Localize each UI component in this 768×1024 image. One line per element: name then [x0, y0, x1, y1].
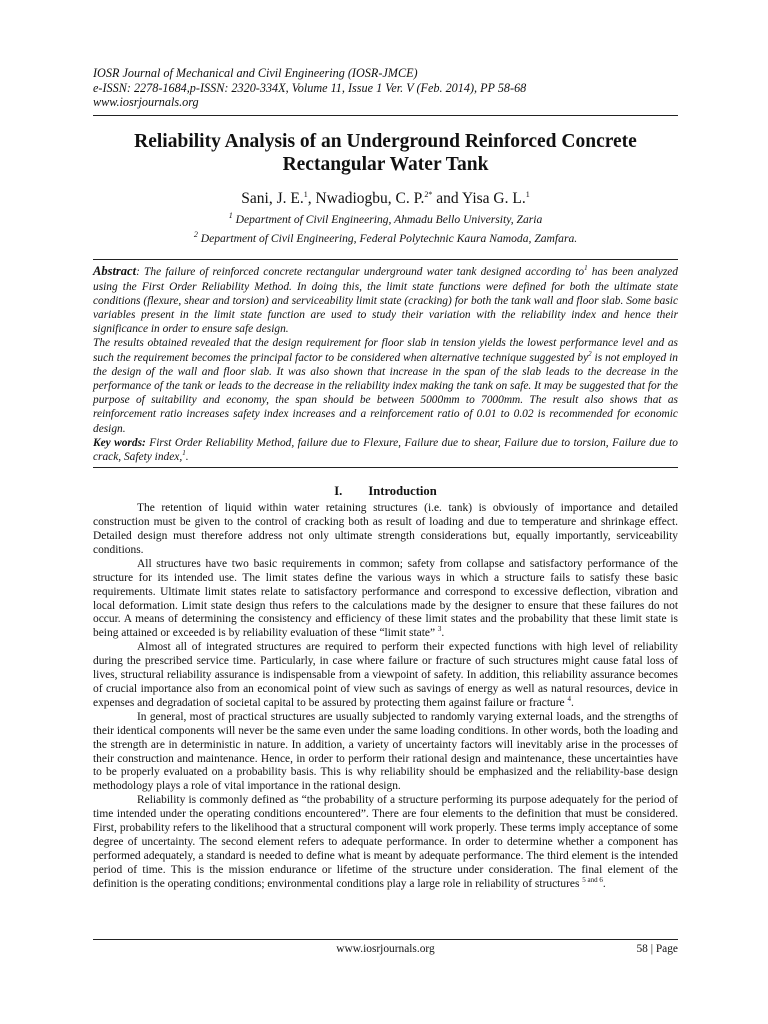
paper-title-line-2: Rectangular Water Tank: [282, 153, 489, 175]
abstract-text-1b: has been analyzed using the First Order Reliability Method. In doing this, the limit state functions were defined for both the ultimate state conditions (flexure, shear and torsion) and serviceability limit state (cracking) for both the tank wall and floor slab. Some basic variables present in the limit state function are used to study their variation with the reliability index and hence their significance in order to ensure safe design.: [93, 266, 678, 336]
abstract-ref-2: 2: [588, 349, 592, 358]
body-paragraph-3-ref: 4: [567, 695, 571, 704]
journal-issn: e-ISSN: 2278-1684,p-ISSN: 2320-334X, Volume 11, Issue 1 Ver. V (Feb. 2014), PP 58-68: [93, 80, 527, 95]
journal-website: www.iosrjournals.org: [93, 95, 199, 109]
abstract-label: Abstract: [93, 264, 137, 279]
author-1-sup: 1: [303, 189, 308, 199]
affiliation-2: [93, 227, 678, 246]
body-paragraph-5: [93, 794, 678, 891]
body-paragraph-2-text: All structures have two basic requirements in common; safety from collapse and satisfactory performance of the structure for its intended use. The limit states define the various ways in which a structure fails to satisfy these basic requirements. Ultimate limit states relate to satisfactory performance and correspond to excessive deflection, vibration and local deformation. Limit state design thus refers to the calculations made by the designer to ensure that these failures do not occur. A means of determining the consistency and efficiency of these limit states and the probability that these limit state is being attained or exceeded is by reliability evaluation of these “limit state”: [93, 557, 678, 640]
affiliation-1: [93, 208, 678, 227]
keywords-label: Key words:: [93, 436, 146, 449]
abstract-text-2a: The results obtained revealed that the design requirement for floor slab in tension yields the lowest performance level and as such the requirement becomes the principal factor to be considered when alternative technique suggested by: [93, 337, 678, 364]
journal-name: IOSR Journal of Mechanical and Civil Engineering (IOSR-JMCE): [93, 66, 418, 80]
abstract-paragraph-1: [93, 264, 678, 336]
body-paragraph-5-text: Reliability is commonly defined as “the probability of a structure performing its purpose adequately for the period of time intended under the operating conditions encountered”. There are four elements to the definition that must be considered. First, probability refers to the likelihood that a structural component will work properly. These terms imply acceptance of some degree of uncertainty. The second element refers to adequate performance. In order to determine whether a component has performed adequately, a standard is needed to define what is meant by adequate performance. The third element is the intended period of time. This is the mission endurance or lifetime of the structure under consideration. The final element of the definition is the operating conditions; environmental conditions play a large role in reliability of structures: [93, 794, 678, 890]
section-title: Introduction: [368, 484, 437, 499]
paper-title: [93, 130, 678, 176]
body-paragraph-2: [93, 558, 678, 641]
author-1: Sani, J. E.: [241, 189, 304, 207]
paper-title-line-1: Reliability Analysis of an Underground Reinforced Concrete: [134, 130, 637, 152]
journal-header: [93, 66, 678, 110]
footer-website: www.iosrjournals.org: [336, 943, 435, 955]
affiliation-1-sup: 1: [228, 210, 233, 220]
body-paragraph-2-end: .: [441, 627, 445, 640]
body-text: [93, 502, 678, 891]
keywords: [93, 436, 678, 464]
affiliation-2-text: Department of Civil Engineering, Federal Polytechnic Kaura Namoda, Zamfara.: [197, 231, 578, 245]
author-sep-2: and: [432, 189, 462, 207]
keywords-text: First Order Reliability Method, failure due to Flexure, Failure due to shear, Failure due to torsion, Failure due to crack, Safety index,: [93, 436, 678, 464]
author-sep-1: ,: [307, 189, 316, 207]
section-number: I.: [334, 484, 343, 499]
body-paragraph-4: In general, most of practical structures are usually subjected to randomly varying external loads, and the strengths of their identical components will never be the same even under the same loading conditions. In other words, both the loading and the strength are in deterministic in nature. In addition, a variety of uncertainty factors will inevitably arise in the processes of their construction and maintenance. Hence, in order to perform their rational design and maintenance, these uncertainties have to be properly evaluated on a probability basis. This is why reliability should be emphasized and the reliability-base design methodology plays a role of vital importance in the rational design.: [93, 710, 678, 793]
body-paragraph-2-ref: 3: [437, 625, 442, 634]
abstract-paragraph-2: [93, 336, 678, 435]
author-2: Nwadiogbu, C. P.: [315, 189, 425, 207]
abstract-text-1a: : The failure of reinforced concrete rectangular underground water tank designed according to: [136, 266, 585, 279]
author-list: [93, 186, 678, 208]
affiliation-1-text: Department of Civil Engineering, Ahmadu Bello University, Zaria: [232, 212, 543, 226]
abstract-text-2b: is not employed in the design of the wall and floor slab. It was also shown that increase in the span of the slab leads to the decrease in the performance of the tank or leads to the decrease in the reliability index making the tank on safe. It may be suggested that for the purpose of suitability and economy, the span should be between 5000mm to 7000mm. The result also shows that as reinforcement ratio increases safety index increases and a reinforcement ratio of 0.01 to 0.02 is recommended for economic design.: [93, 351, 678, 435]
page-footer: [93, 939, 678, 955]
body-paragraph-5-end: .: [602, 877, 606, 890]
abstract-ref-1: 1: [584, 264, 588, 273]
body-paragraph-3-end: .: [570, 696, 574, 709]
section-heading-introduction: [93, 484, 678, 499]
keywords-ref: 1: [182, 449, 186, 458]
body-paragraph-3-text: Almost all of integrated structures are required to perform their expected functions with high level of reliability during the prescribed service time. Particularly, in case where failure or fracture of such structures might cause fatal loss of lives, structural reliability assurance is indispensable from a viewpoint of safety. In addition, this reliability assurance becomes of crucial importance also from an economical point of view such as savings of energy as well as natural resources, device in expenses and degradation of societal capital to be assured by protecting them against failure or fracture: [93, 641, 678, 709]
author-2-sup: 2*: [424, 189, 433, 199]
author-3: Yisa G. L.: [461, 189, 526, 207]
header-rule: [93, 115, 678, 116]
keywords-end: .: [185, 451, 189, 464]
body-paragraph-1: The retention of liquid within water retaining structures (i.e. tank) is obviously of importance and detailed construction must be given to the control of cracking both as result of loading and due to temperature and shrinkage effect. Detailed design must therefore address not only ultimate strength considerations but, equally importantly, serviceability conditions.: [93, 502, 678, 556]
author-3-sup: 1: [525, 189, 530, 199]
body-paragraph-3: [93, 641, 678, 711]
abstract-bottom-rule: [93, 467, 678, 468]
footer-page-number: 58 | Page: [636, 943, 678, 955]
body-paragraph-5-ref: 5 and 6: [582, 875, 603, 884]
abstract: [93, 264, 678, 464]
abstract-top-rule: [93, 259, 678, 260]
affiliation-2-sup: 2: [193, 229, 198, 239]
